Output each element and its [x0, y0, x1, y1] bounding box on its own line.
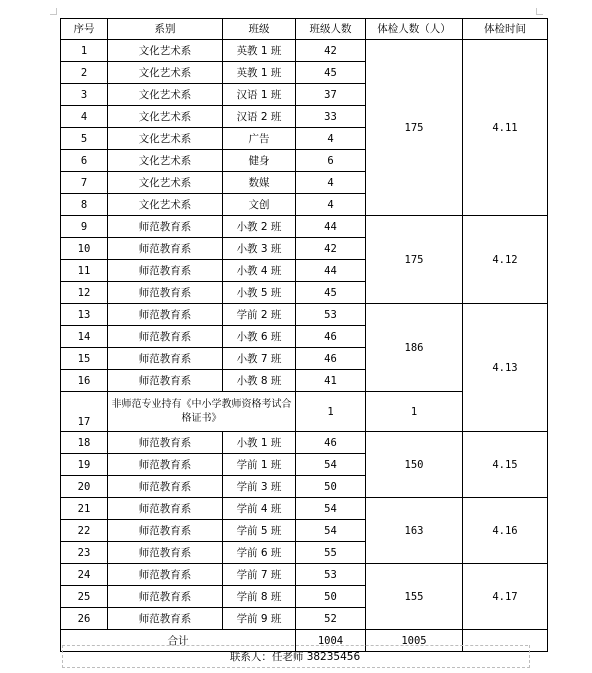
- cell-dept: 师范教育系: [108, 326, 223, 348]
- cell-class: 学前 2 班: [223, 304, 296, 326]
- cell-seq: 26: [61, 608, 108, 630]
- header-class-count: 班级人数: [296, 19, 366, 40]
- table-row: [61, 40, 548, 62]
- cell-class: 学前 7 班: [223, 564, 296, 586]
- cell-class-count: 55: [296, 542, 366, 564]
- cell-class: 汉语 1 班: [223, 84, 296, 106]
- cell-exam-date: 4.15: [463, 432, 548, 498]
- cell-seq: 22: [61, 520, 108, 542]
- cell-dept: 师范教育系: [108, 238, 223, 260]
- crop-mark-top-left: [50, 8, 57, 15]
- cell-dept: 文化艺术系: [108, 62, 223, 84]
- total-class-count: 1004: [296, 630, 366, 652]
- cell-class: 学前 8 班: [223, 586, 296, 608]
- cell-class: 小教 8 班: [223, 370, 296, 392]
- cell-class-count: 54: [296, 498, 366, 520]
- cell-class: 学前 9 班: [223, 608, 296, 630]
- cell-seq: 3: [61, 84, 108, 106]
- cell-exam-date: 4.17: [463, 564, 548, 630]
- table-row: [61, 216, 548, 238]
- cell-dept: 师范教育系: [108, 304, 223, 326]
- cell-class: 学前 3 班: [223, 476, 296, 498]
- cell-dept: 师范教育系: [108, 564, 223, 586]
- table-row: [61, 432, 548, 454]
- cell-dept: 师范教育系: [108, 520, 223, 542]
- cell-dept: 师范教育系: [108, 454, 223, 476]
- cell-class-count: 46: [296, 326, 366, 348]
- cell-seq: 12: [61, 282, 108, 304]
- cell-class: 英教 1 班: [223, 40, 296, 62]
- cell-seq: 6: [61, 150, 108, 172]
- cell-dept: 文化艺术系: [108, 84, 223, 106]
- cell-class-count: 6: [296, 150, 366, 172]
- cell-exam-count: 163: [366, 498, 463, 564]
- cell-dept: 师范教育系: [108, 370, 223, 392]
- cell-dept: 师范教育系: [108, 608, 223, 630]
- cell-class-count: 37: [296, 84, 366, 106]
- total-label: 合计: [61, 630, 296, 652]
- cell-seq: 5: [61, 128, 108, 150]
- cell-class-count: 4: [296, 194, 366, 216]
- header-seq: 序号: [61, 19, 108, 40]
- contact-footer: 联系人：任老师 38235456: [62, 645, 528, 668]
- cell-seq: 15: [61, 348, 108, 370]
- cell-dept: 文化艺术系: [108, 106, 223, 128]
- table-row: [61, 304, 548, 326]
- cell-dept: 文化艺术系: [108, 150, 223, 172]
- cell-seq: 2: [61, 62, 108, 84]
- cell-dept: 师范教育系: [108, 498, 223, 520]
- cell-class-count: 53: [296, 304, 366, 326]
- cell-class-count: 53: [296, 564, 366, 586]
- cell-class: 文创: [223, 194, 296, 216]
- table-row: [61, 564, 548, 586]
- cell-class: 小教 6 班: [223, 326, 296, 348]
- cell-class: 小教 7 班: [223, 348, 296, 370]
- cell-class-count: 45: [296, 282, 366, 304]
- physical-exam-schedule-table: [60, 18, 548, 652]
- cell-dept: 师范教育系: [108, 216, 223, 238]
- cell-exam-date: 4.16: [463, 498, 548, 564]
- cell-seq: 4: [61, 106, 108, 128]
- cell-class-count: 4: [296, 172, 366, 194]
- cell-seq: 20: [61, 476, 108, 498]
- cell-class: 学前 6 班: [223, 542, 296, 564]
- cell-dept: 师范教育系: [108, 586, 223, 608]
- cell-seq: 8: [61, 194, 108, 216]
- cell-dept: 非师范专业持有《中小学教师资格考试合格证书》: [108, 392, 296, 432]
- cell-dept: 师范教育系: [108, 282, 223, 304]
- crop-mark-top-right: [536, 8, 543, 15]
- header-exam-count: 体检人数（人）: [366, 19, 463, 40]
- cell-dept: 文化艺术系: [108, 172, 223, 194]
- cell-class-count: 52: [296, 608, 366, 630]
- cell-seq: 16: [61, 370, 108, 392]
- cell-seq: 19: [61, 454, 108, 476]
- cell-class: 汉语 2 班: [223, 106, 296, 128]
- cell-class: 学前 1 班: [223, 454, 296, 476]
- cell-class: 健身: [223, 150, 296, 172]
- cell-class-count: 44: [296, 216, 366, 238]
- cell-exam-date: 4.11: [463, 40, 548, 216]
- cell-class: 小教 1 班: [223, 432, 296, 454]
- cell-exam-date: 4.13: [463, 304, 548, 432]
- cell-seq: 9: [61, 216, 108, 238]
- cell-dept: 师范教育系: [108, 348, 223, 370]
- cell-class: 学前 5 班: [223, 520, 296, 542]
- cell-seq: 7: [61, 172, 108, 194]
- cell-exam-count: 150: [366, 432, 463, 498]
- cell-class: 小教 3 班: [223, 238, 296, 260]
- cell-dept: 师范教育系: [108, 542, 223, 564]
- cell-class-count: 46: [296, 348, 366, 370]
- total-exam-count: 1005: [366, 630, 463, 652]
- cell-class-count: 33: [296, 106, 366, 128]
- header-exam-date: 体检时间: [463, 19, 548, 40]
- header-dept: 系别: [108, 19, 223, 40]
- cell-class-count: 46: [296, 432, 366, 454]
- cell-exam-count: 175: [366, 40, 463, 216]
- cell-class-count: 54: [296, 520, 366, 542]
- cell-seq: 13: [61, 304, 108, 326]
- cell-seq: 17: [61, 392, 108, 432]
- cell-exam-count: 186: [366, 304, 463, 392]
- cell-exam-date: 4.12: [463, 216, 548, 304]
- cell-class-count: 50: [296, 586, 366, 608]
- cell-seq: 21: [61, 498, 108, 520]
- cell-dept: 文化艺术系: [108, 128, 223, 150]
- cell-exam-count: 175: [366, 216, 463, 304]
- cell-dept: 文化艺术系: [108, 194, 223, 216]
- cell-exam-count: 155: [366, 564, 463, 630]
- cell-class-count: 4: [296, 128, 366, 150]
- cell-class-count: 42: [296, 238, 366, 260]
- cell-seq: 24: [61, 564, 108, 586]
- table-header-row: [61, 19, 548, 40]
- cell-class-count: 50: [296, 476, 366, 498]
- cell-class: 学前 4 班: [223, 498, 296, 520]
- cell-class: 小教 2 班: [223, 216, 296, 238]
- cell-seq: 18: [61, 432, 108, 454]
- cell-class: 广告: [223, 128, 296, 150]
- cell-seq: 10: [61, 238, 108, 260]
- cell-class: 数媒: [223, 172, 296, 194]
- cell-dept: 师范教育系: [108, 260, 223, 282]
- table-row: [61, 498, 548, 520]
- cell-class: 英教 1 班: [223, 62, 296, 84]
- cell-seq: 14: [61, 326, 108, 348]
- cell-class-count: 42: [296, 40, 366, 62]
- cell-seq: 25: [61, 586, 108, 608]
- cell-seq: 11: [61, 260, 108, 282]
- cell-dept: 师范教育系: [108, 432, 223, 454]
- cell-class-count: 45: [296, 62, 366, 84]
- cell-class: 小教 5 班: [223, 282, 296, 304]
- cell-class: 小教 4 班: [223, 260, 296, 282]
- cell-seq: 23: [61, 542, 108, 564]
- cell-dept: 文化艺术系: [108, 40, 223, 62]
- cell-class-count: 44: [296, 260, 366, 282]
- header-class: 班级: [223, 19, 296, 40]
- cell-class-count: 41: [296, 370, 366, 392]
- table-body: [61, 19, 548, 652]
- cell-dept: 师范教育系: [108, 476, 223, 498]
- cell-seq: 1: [61, 40, 108, 62]
- cell-class-count: 54: [296, 454, 366, 476]
- cell-class-count: 1: [296, 392, 366, 432]
- cell-exam-count: 1: [366, 392, 463, 432]
